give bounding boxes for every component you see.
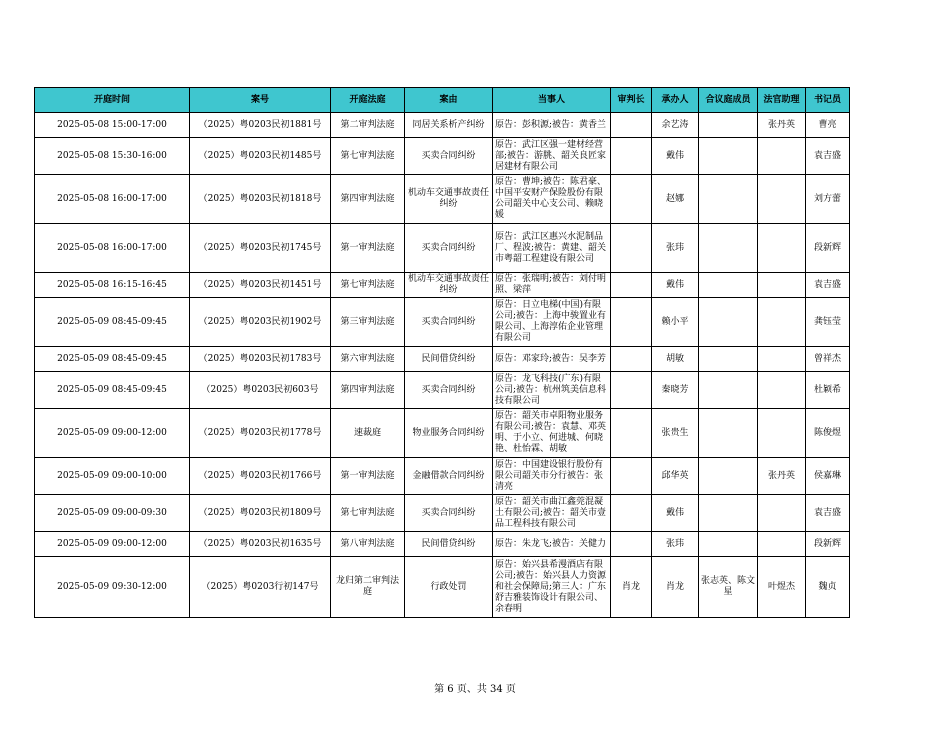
table-cell: 第七审判法庭	[331, 273, 405, 298]
table-cell: （2025）粤0203行初147号	[190, 557, 331, 618]
table-cell: （2025）粤0203民初1902号	[190, 298, 331, 347]
table-cell: 侯嘉琳	[806, 458, 850, 495]
table-row	[35, 224, 850, 273]
table-cell: 肖龙	[611, 557, 652, 618]
table-cell	[699, 532, 758, 557]
table-cell: 原告：中国建设银行股份有限公司韶关市分行被告：张清亮	[493, 458, 611, 495]
table-cell	[611, 175, 652, 224]
table-cell: （2025）粤0203民初1745号	[190, 224, 331, 273]
table-cell: 段新辉	[806, 224, 850, 273]
table-cell: 金融借款合同纠纷	[405, 458, 493, 495]
table-cell: （2025）粤0203民初1635号	[190, 532, 331, 557]
table-cell	[699, 113, 758, 138]
table-cell	[611, 495, 652, 532]
table-cell: 张贵生	[652, 409, 699, 458]
table-cell: 原告：日立电梯(中国)有限公司;被告：上海中骏置业有限公司、上海淳佑企业管理有限公司	[493, 298, 611, 347]
table-row	[35, 138, 850, 175]
table-cell	[611, 298, 652, 347]
table-cell: 2025-05-09 08:45-09:45	[35, 298, 190, 347]
table-cell	[758, 298, 806, 347]
table-cell: 2025-05-09 09:00-12:00	[35, 409, 190, 458]
court-schedule-table	[34, 87, 850, 618]
table-cell	[699, 224, 758, 273]
table-cell	[611, 458, 652, 495]
header-cell: 审判长	[611, 88, 652, 113]
table-cell: 买卖合同纠纷	[405, 138, 493, 175]
table-cell: 2025-05-08 16:15-16:45	[35, 273, 190, 298]
table-cell: 邱华英	[652, 458, 699, 495]
table-cell: 原告：彭积源;被告：黄香兰	[493, 113, 611, 138]
table-row	[35, 409, 850, 458]
header-row	[35, 88, 850, 113]
table-cell: （2025）粤0203民初1778号	[190, 409, 331, 458]
table-row	[35, 557, 850, 618]
table-cell: 机动车交通事故责任纠纷	[405, 273, 493, 298]
table-cell: 2025-05-09 08:45-09:45	[35, 347, 190, 372]
table-cell: 原告：曹坤;被告：陈君豪、中国平安财产保险股份有限公司韶关中心支公司、赖晓媛	[493, 175, 611, 224]
table-cell	[699, 138, 758, 175]
table-cell: 原告：始兴县希漫酒店有限公司;被告：始兴县人力资源和社会保障局;第三人：广东舒吉雅装饰设计有限公司、余春明	[493, 557, 611, 618]
table-body	[35, 113, 850, 618]
table-cell: 2025-05-08 16:00-17:00	[35, 224, 190, 273]
table-row	[35, 273, 850, 298]
table-cell	[699, 458, 758, 495]
table-cell: 龙归第二审判法庭	[331, 557, 405, 618]
table-row	[35, 175, 850, 224]
table-cell	[699, 273, 758, 298]
table-cell: 肖龙	[652, 557, 699, 618]
table-cell: 原告：韶关市曲江鑫莞混凝土有限公司;被告：韶关市壹品工程科技有限公司	[493, 495, 611, 532]
table-cell: 龚钰莹	[806, 298, 850, 347]
table-cell: 买卖合同纠纷	[405, 372, 493, 409]
table-cell: 行政处罚	[405, 557, 493, 618]
table-cell: 袁吉盛	[806, 138, 850, 175]
table-cell: 原告：张瑞明;被告：刘付明照、梁萍	[493, 273, 611, 298]
table-cell: 原告：朱龙飞;被告：关健力	[493, 532, 611, 557]
table-cell: 秦晓芳	[652, 372, 699, 409]
header-cell: 书记员	[806, 88, 850, 113]
table-cell: 原告：龙飞科技(广东)有限公司;被告：杭州筑美信息科技有限公司	[493, 372, 611, 409]
table-cell	[611, 224, 652, 273]
table-cell	[611, 372, 652, 409]
table-cell: 物业服务合同纠纷	[405, 409, 493, 458]
table-cell: （2025）粤0203民初1485号	[190, 138, 331, 175]
table-cell: 第六审判法庭	[331, 347, 405, 372]
table-cell	[699, 175, 758, 224]
table-cell: 袁吉盛	[806, 273, 850, 298]
table-row	[35, 495, 850, 532]
table-cell: 张玮	[652, 224, 699, 273]
table-cell: 杜颖希	[806, 372, 850, 409]
table-cell	[758, 347, 806, 372]
table-cell: 原告：韶关市卓阳物业服务有限公司;被告：袁慧、邓英明、于小立、何进城、何晓艳、杜怡霖、胡敏	[493, 409, 611, 458]
table-cell	[758, 409, 806, 458]
table-cell	[611, 409, 652, 458]
table-cell: 第七审判法庭	[331, 138, 405, 175]
table-cell: 民间借贷纠纷	[405, 532, 493, 557]
table-cell: 曹亮	[806, 113, 850, 138]
table-cell: 余艺涛	[652, 113, 699, 138]
table-cell: 第八审判法庭	[331, 532, 405, 557]
table-cell: 第一审判法庭	[331, 224, 405, 273]
table-cell: 原告：邓家玲;被告：吴李芳	[493, 347, 611, 372]
table-cell	[611, 347, 652, 372]
table-cell: 段新辉	[806, 532, 850, 557]
table-cell: 速裁庭	[331, 409, 405, 458]
table-cell: 第四审判法庭	[331, 372, 405, 409]
header-cell: 当事人	[493, 88, 611, 113]
table-cell: 第七审判法庭	[331, 495, 405, 532]
table-cell: （2025）粤0203民初603号	[190, 372, 331, 409]
header-cell: 开庭时间	[35, 88, 190, 113]
header-cell: 开庭法庭	[331, 88, 405, 113]
table-cell: 赵娜	[652, 175, 699, 224]
header-cell: 案由	[405, 88, 493, 113]
table-cell: 2025-05-09 09:30-12:00	[35, 557, 190, 618]
table-cell	[699, 409, 758, 458]
table-row	[35, 298, 850, 347]
table-cell	[758, 372, 806, 409]
table-cell: （2025）粤0203民初1818号	[190, 175, 331, 224]
table-cell: 戴伟	[652, 495, 699, 532]
table-cell: 戴伟	[652, 273, 699, 298]
table-cell	[611, 532, 652, 557]
table-cell: 张丹英	[758, 113, 806, 138]
table-row	[35, 347, 850, 372]
table-cell	[758, 273, 806, 298]
table-row	[35, 372, 850, 409]
header-cell: 法官助理	[758, 88, 806, 113]
table-cell: 胡敏	[652, 347, 699, 372]
table-cell: 刘方蕾	[806, 175, 850, 224]
table-cell	[758, 175, 806, 224]
table-cell: 张丹英	[758, 458, 806, 495]
table-cell: 张玮	[652, 532, 699, 557]
table-cell: 叶煜杰	[758, 557, 806, 618]
table-cell: 2025-05-08 15:30-16:00	[35, 138, 190, 175]
page-number: 第 6 页、共 34 页	[434, 684, 516, 695]
table-cell: 第三审判法庭	[331, 298, 405, 347]
table-cell	[611, 273, 652, 298]
table-cell: 2025-05-09 08:45-09:45	[35, 372, 190, 409]
table-cell: 机动车交通事故责任纠纷	[405, 175, 493, 224]
table-cell	[758, 532, 806, 557]
table-cell	[611, 113, 652, 138]
table-cell: 2025-05-08 15:00-17:00	[35, 113, 190, 138]
table-row	[35, 113, 850, 138]
table-cell: 陈俊煜	[806, 409, 850, 458]
table-cell: 买卖合同纠纷	[405, 298, 493, 347]
table-cell: 2025-05-09 09:00-09:30	[35, 495, 190, 532]
table-cell: （2025）粤0203民初1783号	[190, 347, 331, 372]
table-cell: 第一审判法庭	[331, 458, 405, 495]
table-cell	[758, 495, 806, 532]
table-cell: 第二审判法庭	[331, 113, 405, 138]
table-cell: 第四审判法庭	[331, 175, 405, 224]
table-cell: 张志英、陈文星	[699, 557, 758, 618]
table-cell: （2025）粤0203民初1451号	[190, 273, 331, 298]
table-cell: （2025）粤0203民初1881号	[190, 113, 331, 138]
table-cell: 2025-05-08 16:00-17:00	[35, 175, 190, 224]
table-cell: 买卖合同纠纷	[405, 495, 493, 532]
table-cell	[758, 224, 806, 273]
table-cell: （2025）粤0203民初1766号	[190, 458, 331, 495]
table-cell: 2025-05-09 09:00-10:00	[35, 458, 190, 495]
header-cell: 合议庭成员	[699, 88, 758, 113]
table-cell	[699, 495, 758, 532]
table-cell: 原告：武江区惠兴水泥制品厂、程波;被告：黄建、韶关市粤韶工程建设有限公司	[493, 224, 611, 273]
table-row	[35, 532, 850, 557]
table-cell	[611, 138, 652, 175]
table-cell	[699, 347, 758, 372]
table-cell: 魏贞	[806, 557, 850, 618]
table-row	[35, 458, 850, 495]
table-cell: 曾祥杰	[806, 347, 850, 372]
table-cell: 原告：武江区强一建材经营部;被告：游朓、韶关良匠家居建材有限公司	[493, 138, 611, 175]
table-cell: 赖小平	[652, 298, 699, 347]
table-cell: 戴伟	[652, 138, 699, 175]
table-cell: （2025）粤0203民初1809号	[190, 495, 331, 532]
header-cell: 承办人	[652, 88, 699, 113]
table-cell	[758, 138, 806, 175]
table-cell: 买卖合同纠纷	[405, 224, 493, 273]
table-cell	[699, 298, 758, 347]
table-cell	[699, 372, 758, 409]
table-cell: 袁吉盛	[806, 495, 850, 532]
table-cell: 同居关系析产纠纷	[405, 113, 493, 138]
table-cell: 民间借贷纠纷	[405, 347, 493, 372]
header-cell: 案号	[190, 88, 331, 113]
table-cell: 2025-05-09 09:00-12:00	[35, 532, 190, 557]
